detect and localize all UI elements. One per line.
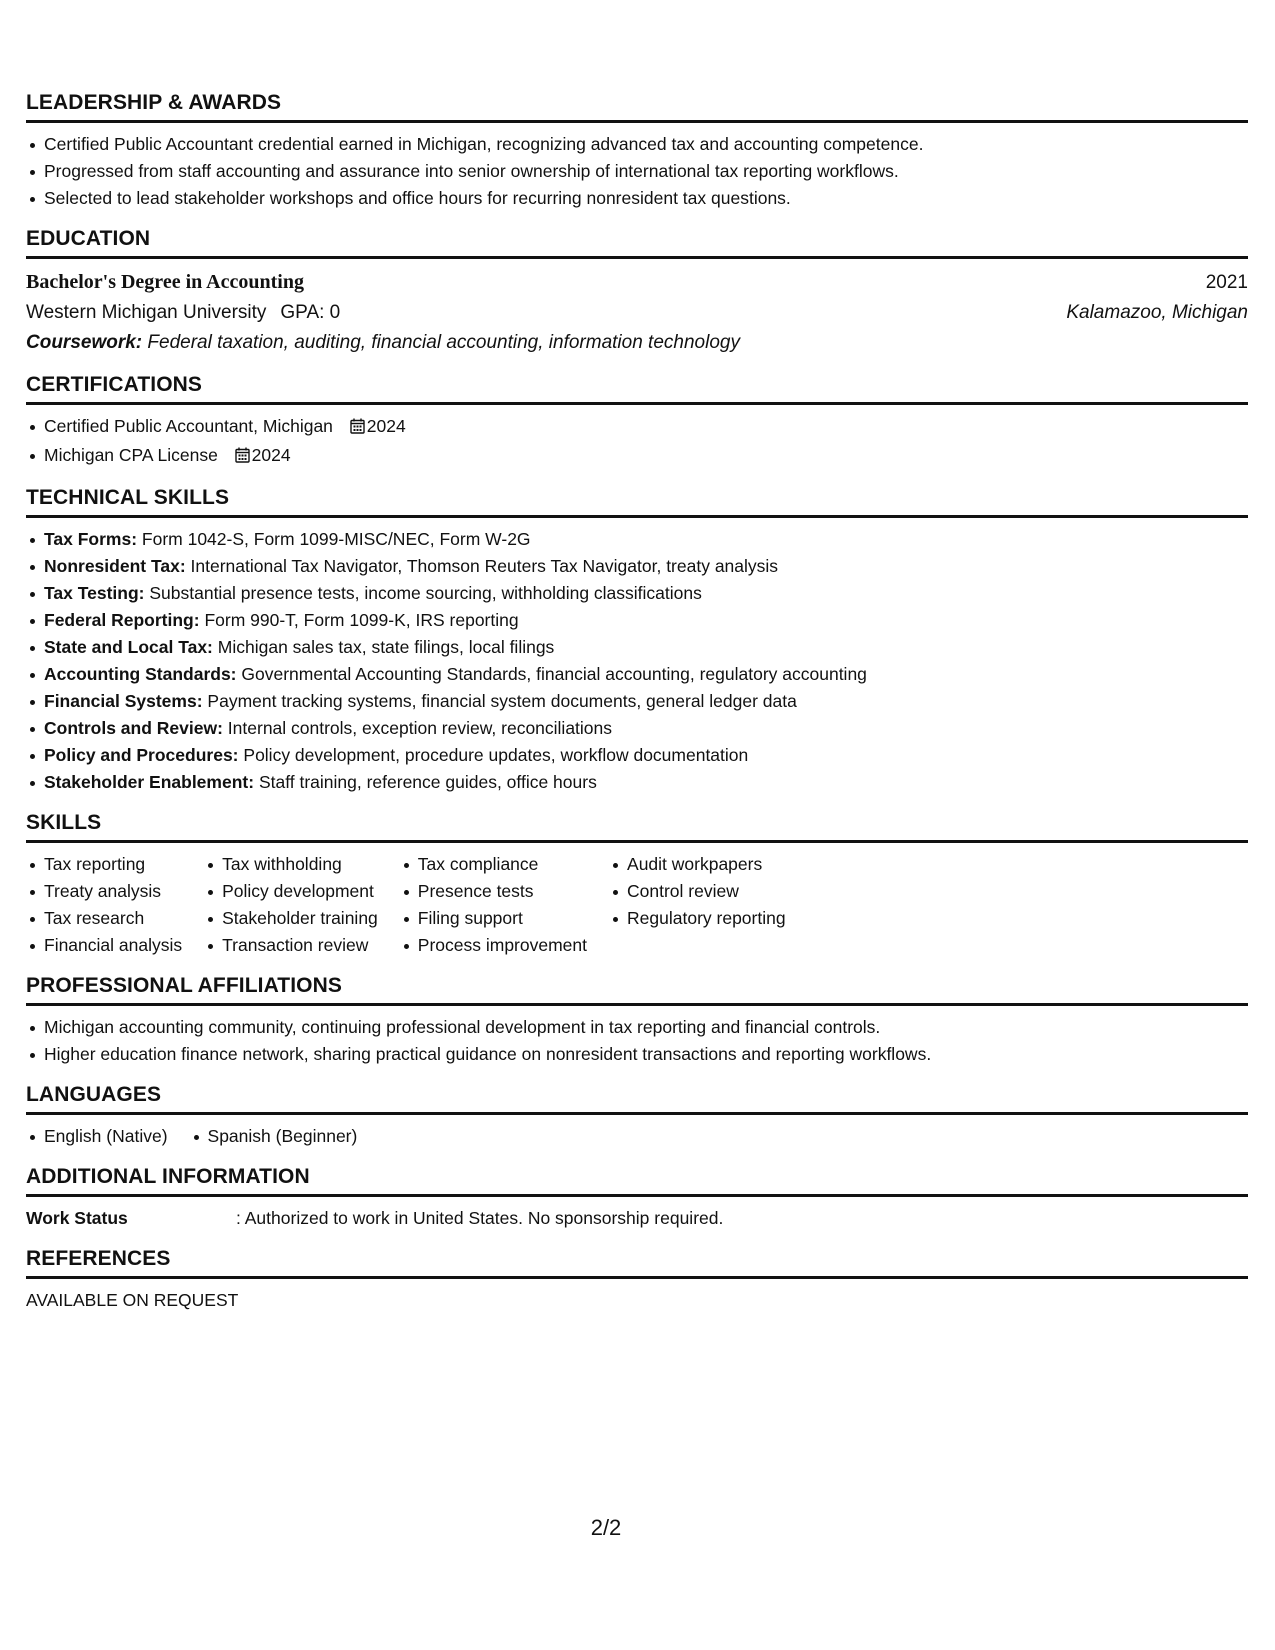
list-item: Audit workpapers: [627, 851, 786, 878]
list-item: Michigan accounting community, continuing professional development in tax reporting and financial controls.: [44, 1014, 1248, 1041]
list-item: [44, 634, 1248, 661]
certification-name: Certified Public Accountant, Michigan: [44, 416, 333, 436]
certification-year: 2024: [251, 445, 291, 465]
list-item: Certified Public Accountant credential earned in Michigan, recognizing advanced tax and accounting competence.: [44, 131, 1248, 158]
page-number: 2/2: [590, 1515, 622, 1540]
skill-detail: Internal controls, exception review, reconciliations: [227, 718, 613, 738]
list-item: Policy development: [222, 878, 378, 905]
work-status-value: : Authorized to work in United States. No sponsorship required.: [236, 1208, 724, 1228]
section-title-references: REFERENCES: [26, 1246, 1248, 1279]
list-item: Financial analysis: [44, 932, 182, 959]
calendar-icon: [235, 444, 250, 471]
list-item: Transaction review: [222, 932, 378, 959]
list-item: English (Native): [44, 1123, 168, 1150]
certification-year: 2024: [366, 416, 406, 436]
skills-column: [609, 851, 786, 959]
technical-skills-list: [26, 526, 1248, 796]
skill-detail: Substantial presence tests, income sourcing, withholding classifications: [149, 583, 702, 603]
skill-detail: Form 1042-S, Form 1099-MISC/NEC, Form W-2G: [141, 529, 531, 549]
education-year: 2021: [1205, 272, 1248, 293]
section-title-technical-skills: TECHNICAL SKILLS: [26, 485, 1248, 518]
skill-category: Nonresident Tax:: [44, 556, 186, 576]
skill-category: Financial Systems:: [44, 691, 203, 711]
list-item: [44, 413, 1248, 442]
list-item: Tax withholding: [222, 851, 378, 878]
section-languages: [26, 1082, 1248, 1150]
list-item: Progressed from staff accounting and assurance into senior ownership of international tax reporting workflows.: [44, 158, 1248, 185]
section-title-leadership: LEADERSHIP & AWARDS: [26, 90, 1248, 123]
section-affiliations: [26, 973, 1248, 1068]
skill-category: Federal Reporting:: [44, 610, 200, 630]
skill-detail: International Tax Navigator, Thomson Reuters Tax Navigator, treaty analysis: [190, 556, 779, 576]
education-school-row: [26, 298, 1248, 328]
education-school: Western Michigan University: [26, 302, 267, 323]
section-skills: [26, 810, 1248, 959]
leadership-list: [26, 131, 1248, 212]
list-item: Stakeholder training: [222, 905, 378, 932]
skill-detail: Form 990-T, Form 1099-K, IRS reporting: [204, 610, 519, 630]
references-text: AVAILABLE ON REQUEST: [26, 1290, 239, 1310]
section-title-skills: SKILLS: [26, 810, 1248, 843]
list-item: [44, 526, 1248, 553]
languages-list: [26, 1123, 1248, 1150]
list-item: Process improvement: [418, 932, 587, 959]
skills-column: [400, 851, 587, 959]
education-degree: Bachelor's Degree in Accounting: [26, 271, 304, 293]
section-technical-skills: [26, 485, 1248, 796]
education-school-line: [26, 298, 340, 328]
list-item: Higher education finance network, sharing practical guidance on nonresident transactions and reporting workflows.: [44, 1041, 1248, 1068]
skill-detail: Staff training, reference guides, office hours: [258, 772, 597, 792]
section-additional-info: [26, 1164, 1248, 1232]
list-item: Tax compliance: [418, 851, 587, 878]
list-item: Filing support: [418, 905, 587, 932]
work-status-label: Work Status: [26, 1208, 128, 1228]
coursework-text: Federal taxation, auditing, financial accounting, information technology: [147, 332, 740, 353]
education-location: Kalamazoo, Michigan: [1066, 302, 1248, 323]
list-item: [44, 742, 1248, 769]
skill-detail: Payment tracking systems, financial system documents, general ledger data: [207, 691, 797, 711]
certifications-list: [26, 413, 1248, 471]
skill-category: Accounting Standards:: [44, 664, 237, 684]
education-gpa: GPA: 0: [280, 302, 341, 323]
section-title-additional-info: ADDITIONAL INFORMATION: [26, 1164, 1248, 1197]
affiliations-list: [26, 1014, 1248, 1068]
skill-category: Stakeholder Enablement:: [44, 772, 255, 792]
skill-detail: Policy development, procedure updates, workflow documentation: [243, 745, 749, 765]
section-title-affiliations: PROFESSIONAL AFFILIATIONS: [26, 973, 1248, 1006]
section-certifications: [26, 372, 1248, 471]
calendar-icon: [350, 415, 365, 442]
list-item: [44, 607, 1248, 634]
education-coursework: [26, 328, 1248, 358]
list-item: [44, 553, 1248, 580]
section-title-certifications: CERTIFICATIONS: [26, 372, 1248, 405]
education-degree-row: [26, 267, 1248, 298]
list-item: [44, 580, 1248, 607]
section-leadership: [26, 90, 1248, 212]
certification-name: Michigan CPA License: [44, 445, 218, 465]
list-item: [44, 661, 1248, 688]
skill-category: Controls and Review:: [44, 718, 223, 738]
skill-detail: Governmental Accounting Standards, financial accounting, regulatory accounting: [241, 664, 867, 684]
skills-column: [26, 851, 182, 959]
list-item: [44, 769, 1248, 796]
list-item: Tax research: [44, 905, 182, 932]
skills-grid: [26, 851, 1248, 959]
skill-category: Policy and Procedures:: [44, 745, 239, 765]
section-title-languages: LANGUAGES: [26, 1082, 1248, 1115]
list-item: Selected to lead stakeholder workshops and office hours for recurring nonresident tax questions.: [44, 185, 1248, 212]
list-item: Regulatory reporting: [627, 905, 786, 932]
coursework-label: Coursework:: [26, 332, 143, 353]
skill-category: Tax Testing:: [44, 583, 145, 603]
section-title-education: EDUCATION: [26, 226, 1248, 259]
section-references: [26, 1246, 1248, 1314]
list-item: [44, 688, 1248, 715]
list-item: [44, 442, 1248, 471]
section-education: [26, 226, 1248, 358]
skill-detail: Michigan sales tax, state filings, local filings: [217, 637, 555, 657]
list-item: [44, 715, 1248, 742]
list-item: Treaty analysis: [44, 878, 182, 905]
skill-category: State and Local Tax:: [44, 637, 213, 657]
list-item: Spanish (Beginner): [208, 1123, 358, 1150]
list-item: Tax reporting: [44, 851, 182, 878]
list-item: Presence tests: [418, 878, 587, 905]
work-status-row: [26, 1205, 1248, 1232]
list-item: Control review: [627, 878, 786, 905]
skill-category: Tax Forms:: [44, 529, 138, 549]
resume-page: [26, 90, 1248, 1328]
skills-column: [204, 851, 378, 959]
